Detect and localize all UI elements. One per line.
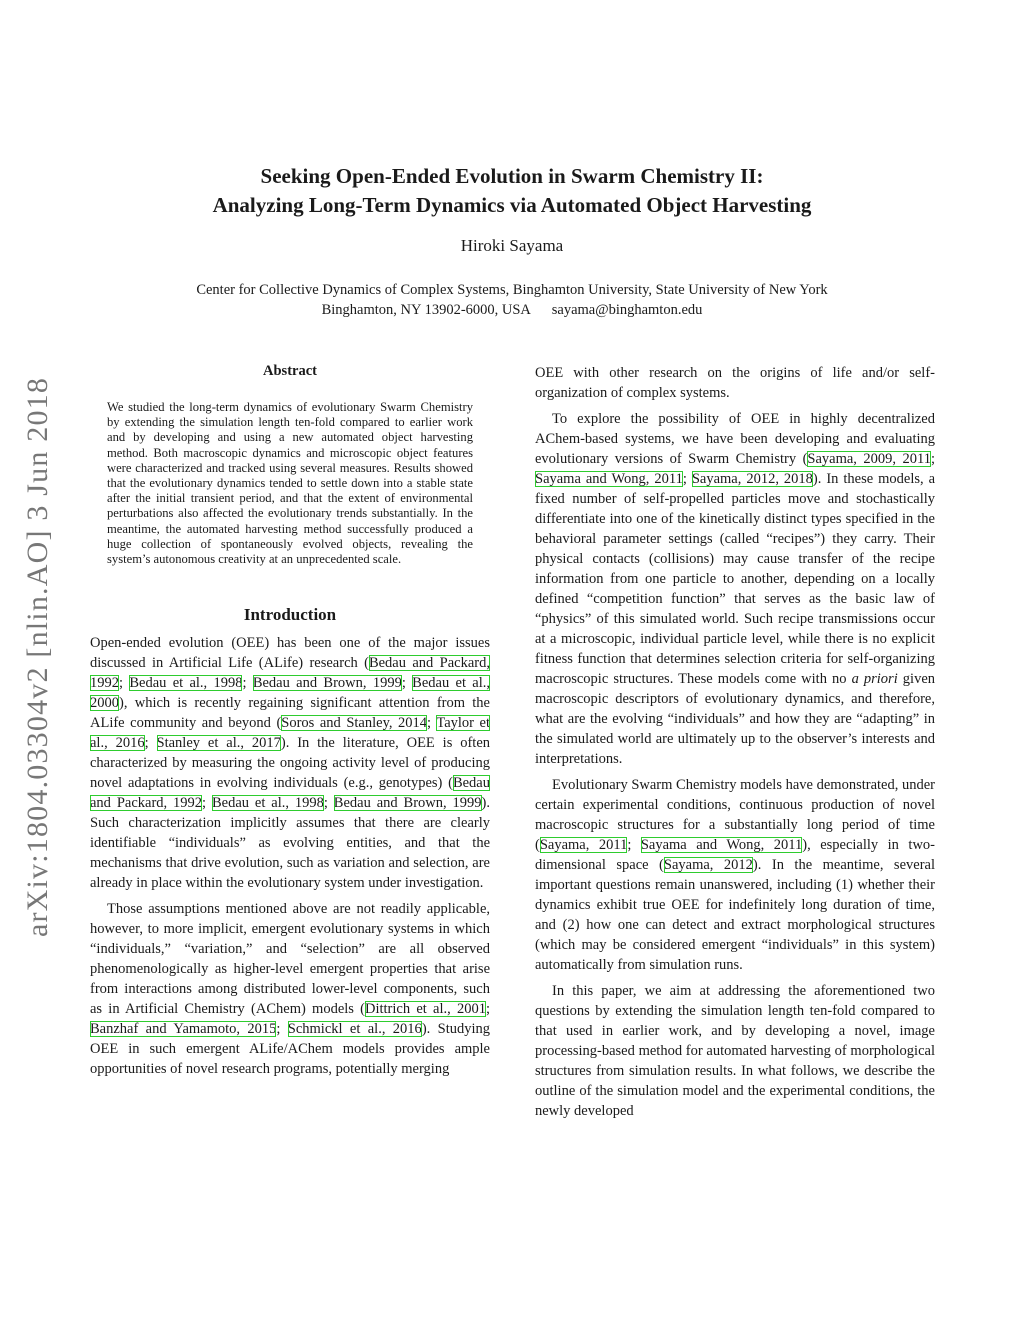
citation-link[interactable]: Bedau and Packard, 1992 xyxy=(90,655,490,692)
intro-paragraph-4: Evolutionary Swarm Chemistry models have demonstrated, under certain experimental conditions, continuous production of novel macroscopic structures for a substantially long period of time (Sayama, 2011; Sayama and Wong, 2011), especially in two-dimensional space (Sayama, 2012). In the meantime, several important questions remain unanswered, including (1) whether their dynamics exhibit true OEE for indefinitely long duration of time, and (2) how one can detect and extract morphological structures (which may be considered emergent “individuals” in this system) automatically from simulation runs. xyxy=(535,777,935,973)
citation-link[interactable]: Sayama, 2012, 2018 xyxy=(691,471,813,487)
left-column xyxy=(90,363,490,1079)
affiliation xyxy=(100,280,924,320)
citation-link[interactable]: Bedau et al., 1998 xyxy=(211,795,324,812)
citation-link[interactable]: Bedau and Brown, 1999 xyxy=(333,795,482,812)
introduction-heading: Introduction xyxy=(243,605,337,625)
citation-link[interactable]: Soros and Stanley, 2014 xyxy=(281,715,428,732)
affiliation-line-2 xyxy=(100,300,924,320)
citation-link[interactable]: Bedau et al., 2000 xyxy=(90,675,491,712)
intro-paragraph-2-continued: OEE with other research on the origins of life and/or self-organization of complex systems. xyxy=(535,365,935,401)
title-line-1: Seeking Open-Ended Evolution in Swarm Chemistry II: xyxy=(260,164,764,188)
citation-link[interactable]: Sayama and Wong, 2011 xyxy=(535,471,683,487)
citation-link[interactable]: Schmickl et al., 2016 xyxy=(287,1021,422,1038)
paper-title xyxy=(100,162,924,220)
arxiv-identifier xyxy=(18,352,58,962)
citation-link[interactable]: Bedau and Packard, 1992 xyxy=(90,775,490,812)
citation-link[interactable]: Dittrich et al., 2001 xyxy=(365,1001,486,1018)
title-line-2: Analyzing Long-Term Dynamics via Automated Object Harvesting xyxy=(212,193,812,217)
author-email: sayama@binghamton.edu xyxy=(551,302,703,318)
citation-link[interactable]: Bedau et al., 1998 xyxy=(129,675,243,692)
intro-paragraph-1: Open-ended evolution (OEE) has been one of the major issues discussed in Artificial Life (ALife) research (Bedau and Packard, 1992; Bedau et al., 1998; Bedau and Brown, 1999; Bedau et al., 2000), which is recently regaining significant attention from the ALife community and beyond (Soros and Stanley, 2014; Taylor et al., 2016; Stanley et al., 2017). In the literature, OEE is often characterized by measuring the ongoing activity level of producing novel adaptations in evolving individuals (e.g., genotypes) (Bedau and Packard, 1992; Bedau et al., 1998; Bedau and Brown, 1999). Such characterization implicitly assumes that there are clearly identifiable “individuals” as evolving entities, and that the mechanisms that drive evolution, such as variation and selection, are already in place within the evolutionary system under investigation. xyxy=(90,635,491,892)
citation-link[interactable]: Sayama, 2012 xyxy=(663,857,753,873)
abstract-heading: Abstract xyxy=(263,363,317,379)
citation-link[interactable]: Banzhaf and Yamamoto, 2015 xyxy=(90,1021,277,1038)
citation-link[interactable]: Sayama and Wong, 2011 xyxy=(640,837,803,853)
citation-link[interactable]: Bedau and Brown, 1999 xyxy=(252,675,402,692)
intro-paragraph-3: To explore the possibility of OEE in highly decentralized AChem-based systems, we have been developing and evaluating evolutionary versions of Swarm Chemistry (Sayama, 2009, 2011; Sayama and Wong, 2011; Sayama, 2012, 2018). In these models, a fixed number of self-propelled particles move and stochastically differentiate into one of the kinetically distinct types specified in the behavioral parameter settings (called “recipes”) they carry. Their physical contacts (collisions) may cause transfer of the recipe information from one particle to another, depending on a locally defined “competition function” that serves as the basic law of “physics” of this simulated world. Such recipe transmissions occur at a microscopic, individual particle level, while there is no explicit fitness function that determines selection criteria for self-organizing macroscopic structures. These models come with no a priori given macroscopic descriptors of evolutionary dynamics, and therefore, what are the evolving “individuals” and how they are “adapting” in the simulated world are ultimately up to the observer’s interests and interpretations. xyxy=(535,411,936,767)
citation-link[interactable]: Taylor et al., 2016 xyxy=(90,715,490,752)
citation-link[interactable]: Sayama, 2009, 2011 xyxy=(807,451,931,467)
author-name: Hiroki Sayama xyxy=(460,236,564,255)
affiliation-line-1: Center for Collective Dynamics of Complex Systems, Binghamton University, State University of New York xyxy=(196,282,828,298)
affiliation-address: Binghamton, NY 13902-6000, USA xyxy=(321,302,531,318)
intro-paragraph-5: In this paper, we aim at addressing the aforementioned two questions by extending the simulation length ten-fold compared to that used in earlier work, and by developing a novel, image processing-based method for automated harvesting of morphological structures from simulation results. In what follows, we describe the outline of the simulation model and the experimental conditions, the newly developed xyxy=(535,983,935,1119)
arxiv-identifier-text: arXiv:1804.03304v2 [nlin.AO] 3 Jun 2018 xyxy=(21,376,55,938)
citation-link[interactable]: Stanley et al., 2017 xyxy=(156,735,281,752)
intro-paragraph-2: Those assumptions mentioned above are not readily applicable, however, to more implicit, emergent evolutionary systems in which “individuals,” “variation,” and “selection” are all observed phenomenologically as higher-level emergent properties that arise from interactions among distributed lower-level components, such as in Artificial Chemistry (AChem) models (Dittrich et al., 2001; Banzhaf and Yamamoto, 2015; Schmickl et al., 2016). Studying OEE in such emergent ALife/AChem models provides ample opportunities of novel research programs, potentially merging xyxy=(90,901,491,1078)
right-column xyxy=(535,363,935,1121)
citation-link[interactable]: Sayama, 2011 xyxy=(539,837,628,853)
abstract-text: We studied the long-term dynamics of evolutionary Swarm Chemistry by extending the simulation length ten-fold compared to earlier work and by developing and using a new automated object harvesting method. Both macroscopic dynamics and microscopic object features were characterized and tracked using several measures. Results showed that the evolutionary dynamics tended to settle down into a stable state after the initial transient period, and that the extent of environmental perturbations also affected the evolutionary trends substantially. In the meantime, the automated harvesting method successfully produced a huge collection of spontaneously evolved objects, revealing the system’s autonomous creativity at an unprecedented scale. xyxy=(107,400,473,567)
